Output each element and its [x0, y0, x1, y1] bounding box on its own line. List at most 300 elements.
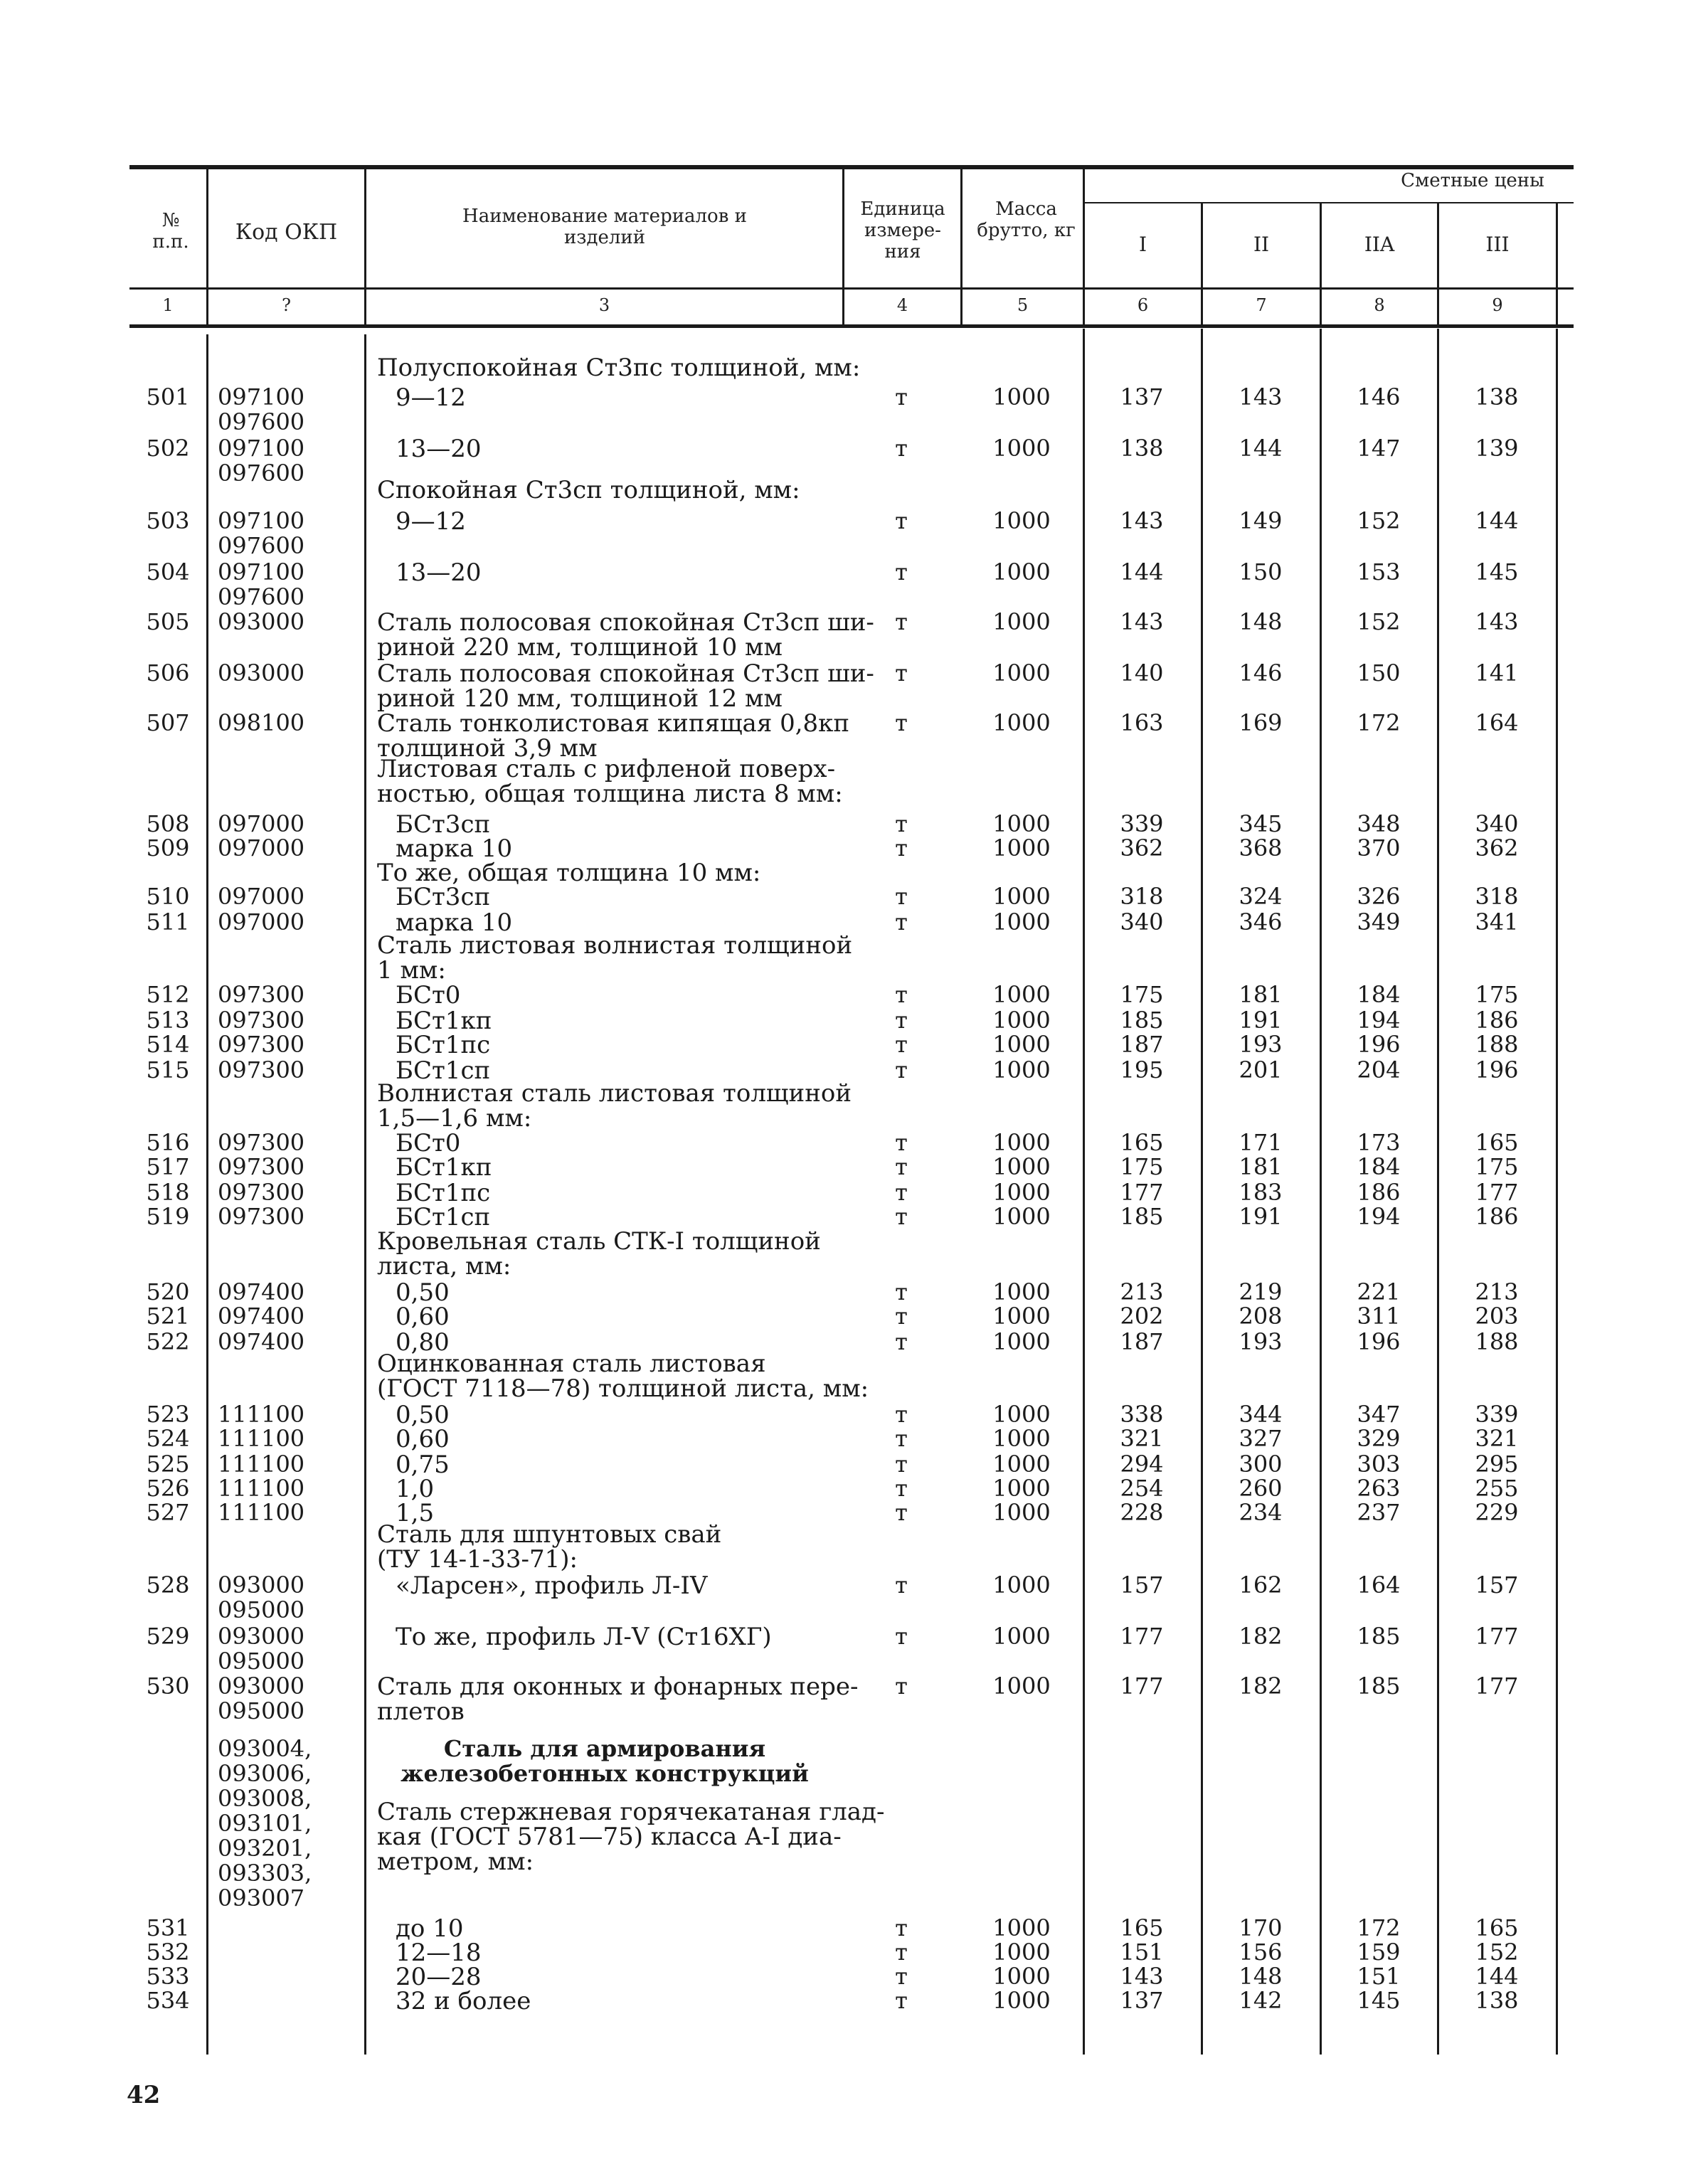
- item-name: 1,0: [396, 1475, 435, 1503]
- price-p4: 138: [1475, 1987, 1519, 2014]
- unit: т: [895, 981, 908, 1008]
- okp-code: 093006,: [218, 1760, 312, 1787]
- mass: 1000: [992, 981, 1051, 1008]
- mass: 1000: [992, 1987, 1051, 2014]
- price-p1: 187: [1120, 1328, 1164, 1355]
- item-name: 0,50: [396, 1278, 450, 1307]
- row-number: 534: [146, 1987, 190, 2014]
- price-p1: 202: [1120, 1303, 1164, 1330]
- unit: т: [895, 709, 908, 736]
- price-p3: 186: [1357, 1179, 1401, 1206]
- price-p3: 194: [1357, 1203, 1401, 1230]
- unit: т: [895, 1939, 908, 1966]
- price-p2: 148: [1239, 1963, 1283, 1990]
- numbering-cell: 4: [896, 295, 908, 315]
- group-heading: метром, мм:: [377, 1848, 534, 1876]
- price-p1: 143: [1120, 1963, 1164, 1990]
- mass: 1000: [992, 1939, 1051, 1966]
- price-p4: 186: [1475, 1203, 1519, 1230]
- price-p3: 159: [1357, 1939, 1401, 1966]
- item-name: до 10: [396, 1914, 464, 1943]
- header-name: Наименование материалов и изделий: [462, 206, 747, 248]
- item-name: БСт0: [396, 1129, 461, 1157]
- price-p4: 255: [1475, 1475, 1519, 1502]
- price-p2: 143: [1239, 383, 1283, 410]
- price-p3: 347: [1357, 1401, 1401, 1428]
- okp-code: 111100: [218, 1499, 305, 1526]
- numbering-cell: 5: [1017, 295, 1029, 315]
- mass: 1000: [992, 709, 1051, 736]
- okp-code: 097100: [218, 435, 305, 462]
- item-name: 32 и более: [396, 1987, 531, 2015]
- okp-code: 097600: [218, 532, 305, 559]
- price-p3: 185: [1357, 1623, 1401, 1650]
- body-divider: [1201, 329, 1203, 2055]
- price-p2: 182: [1239, 1623, 1283, 1650]
- group-heading: Полуспокойная Ст3пс толщиной, мм:: [377, 354, 861, 382]
- item-name: БСт3сп: [396, 883, 491, 911]
- group-heading: 1 мм:: [377, 956, 446, 985]
- price-p2: 183: [1239, 1179, 1283, 1206]
- mass: 1000: [992, 1914, 1051, 1941]
- mass: 1000: [992, 1129, 1051, 1156]
- price-p4: 188: [1475, 1031, 1519, 1058]
- okp-code: 095000: [218, 1648, 305, 1675]
- unit: т: [895, 810, 908, 837]
- okp-code: 097600: [218, 408, 305, 435]
- price-p4: 141: [1475, 659, 1519, 687]
- row-number: 508: [146, 810, 190, 837]
- price-p1: 157: [1120, 1571, 1164, 1599]
- price-p2: 327: [1239, 1425, 1283, 1452]
- price-p2: 324: [1239, 883, 1283, 910]
- row-number: 509: [146, 834, 190, 862]
- price-p3: 204: [1357, 1056, 1401, 1083]
- okp-code: 097000: [218, 908, 305, 935]
- price-p1: 144: [1120, 558, 1164, 585]
- row-number: 512: [146, 981, 190, 1008]
- mass: 1000: [992, 1401, 1051, 1428]
- price-p2: 300: [1239, 1451, 1283, 1478]
- okp-code: 093004,: [218, 1735, 312, 1762]
- price-p1: 185: [1120, 1203, 1164, 1230]
- price-p2: 208: [1239, 1303, 1283, 1330]
- price-p1: 340: [1120, 908, 1164, 935]
- item-name: 0,50: [396, 1401, 450, 1429]
- unit: т: [895, 1451, 908, 1478]
- price-p3: 370: [1357, 834, 1401, 862]
- section-heading: железобетонных конструкций: [401, 1760, 809, 1787]
- price-p4: 177: [1475, 1179, 1519, 1206]
- item-name: «Ларсен», профиль Л-IV: [396, 1571, 708, 1600]
- item-name: 0,60: [396, 1425, 450, 1453]
- item-name: То же, профиль Л-V (Ст16ХГ): [396, 1623, 772, 1651]
- item-name: БСт1сп: [396, 1056, 491, 1085]
- price-p1: 175: [1120, 1153, 1164, 1180]
- unit: т: [895, 1179, 908, 1206]
- price-p3: 237: [1357, 1499, 1401, 1526]
- price-p3: 172: [1357, 709, 1401, 736]
- unit: т: [895, 1129, 908, 1156]
- okp-code: 097000: [218, 883, 305, 910]
- price-p2: 345: [1239, 810, 1283, 837]
- price-p3: 152: [1357, 608, 1401, 635]
- okp-code: 097600: [218, 460, 305, 487]
- price-p4: 340: [1475, 810, 1519, 837]
- item-name: 12—18: [396, 1939, 482, 1967]
- price-p2: 169: [1239, 709, 1283, 736]
- unit: т: [895, 1056, 908, 1083]
- group-heading: (ГОСТ 7118—78) толщиной листа, мм:: [377, 1374, 869, 1403]
- unit: т: [895, 435, 908, 462]
- item-name: 13—20: [396, 558, 482, 587]
- item-name: 9—12: [396, 383, 466, 412]
- okp-code: 097400: [218, 1303, 305, 1330]
- price-p1: 254: [1120, 1475, 1164, 1502]
- price-p4: 144: [1475, 507, 1519, 534]
- body-divider: [1437, 329, 1439, 2055]
- price-p2: 344: [1239, 1401, 1283, 1428]
- okp-code: 111100: [218, 1425, 305, 1452]
- group-heading: Спокойная Ст3сп толщиной, мм:: [377, 476, 800, 504]
- okp-code: 093000: [218, 1623, 305, 1650]
- okp-code: 097300: [218, 1129, 305, 1156]
- header-num: № п.п.: [152, 210, 189, 253]
- okp-code: 111100: [218, 1451, 305, 1478]
- group-heading: Оцинкованная сталь листовая: [377, 1350, 766, 1378]
- row-number: 520: [146, 1278, 190, 1305]
- price-p2: 260: [1239, 1475, 1283, 1502]
- price-p4: 165: [1475, 1914, 1519, 1941]
- mass: 1000: [992, 1963, 1051, 1990]
- price-p2: 219: [1239, 1278, 1283, 1305]
- header-zone-II: II: [1253, 233, 1270, 256]
- mass: 1000: [992, 1451, 1051, 1478]
- okp-code: 095000: [218, 1596, 305, 1623]
- okp-code: 095000: [218, 1697, 305, 1724]
- okp-code: 097300: [218, 981, 305, 1008]
- header-mass: Масса брутто, кг: [977, 198, 1076, 241]
- row-number: 529: [146, 1623, 190, 1650]
- body-divider: [206, 334, 208, 2055]
- group-heading: Сталь для шпунтовых свай: [377, 1520, 722, 1549]
- mass: 1000: [992, 1328, 1051, 1355]
- row-number: 516: [146, 1129, 190, 1156]
- unit: т: [895, 1571, 908, 1599]
- price-p1: 143: [1120, 608, 1164, 635]
- price-p2: 201: [1239, 1056, 1283, 1083]
- row-number: 531: [146, 1914, 190, 1941]
- header-divider: [1556, 203, 1558, 326]
- mass: 1000: [992, 1475, 1051, 1502]
- row-number: 523: [146, 1401, 190, 1428]
- price-p3: 172: [1357, 1914, 1401, 1941]
- price-p3: 263: [1357, 1475, 1401, 1502]
- price-p1: 338: [1120, 1401, 1164, 1428]
- price-p3: 185: [1357, 1673, 1401, 1700]
- price-p3: 173: [1357, 1129, 1401, 1156]
- price-p3: 145: [1357, 1987, 1401, 2014]
- body-divider: [1083, 329, 1085, 2055]
- okp-code: 111100: [218, 1401, 305, 1428]
- row-number: 522: [146, 1328, 190, 1355]
- item-name: БСт3сп: [396, 810, 491, 839]
- price-p2: 149: [1239, 507, 1283, 534]
- mass: 1000: [992, 810, 1051, 837]
- unit: т: [895, 908, 908, 935]
- price-p4: 143: [1475, 608, 1519, 635]
- price-p3: 184: [1357, 981, 1401, 1008]
- mass: 1000: [992, 507, 1051, 534]
- numbering-cell: 7: [1256, 295, 1267, 315]
- mass: 1000: [992, 1303, 1051, 1330]
- price-p3: 153: [1357, 558, 1401, 585]
- row-number: 513: [146, 1007, 190, 1034]
- body-divider: [1556, 329, 1558, 2055]
- price-p3: 196: [1357, 1031, 1401, 1058]
- item-name: толщиной 3,9 мм: [377, 734, 598, 763]
- numbering-cell: ?: [282, 295, 291, 315]
- price-p3: 326: [1357, 883, 1401, 910]
- price-p3: 196: [1357, 1328, 1401, 1355]
- mass: 1000: [992, 1153, 1051, 1180]
- group-heading: То же, общая толщина 10 мм:: [377, 859, 761, 887]
- group-heading: Сталь стержневая горячекатаная глад-: [377, 1798, 885, 1826]
- item-name: БСт1пс: [396, 1031, 491, 1059]
- okp-code: 098100: [218, 709, 305, 736]
- page-number: 42: [127, 2081, 161, 2109]
- mass: 1000: [992, 908, 1051, 935]
- header-top-rule: [129, 165, 1574, 169]
- body-divider: [1320, 329, 1322, 2055]
- item-name: БСт1сп: [396, 1203, 491, 1231]
- header-numbering-top-rule: [129, 287, 1574, 290]
- okp-code: 093000: [218, 1673, 305, 1700]
- row-number: 532: [146, 1939, 190, 1966]
- price-p4: 152: [1475, 1939, 1519, 1966]
- item-name: 1,5: [396, 1499, 435, 1527]
- unit: т: [895, 1425, 908, 1452]
- okp-code: 093201,: [218, 1835, 312, 1862]
- mass: 1000: [992, 1571, 1051, 1599]
- mass: 1000: [992, 1007, 1051, 1034]
- price-p4: 175: [1475, 981, 1519, 1008]
- mass: 1000: [992, 608, 1051, 635]
- item-name: Сталь полосовая спокойная Ст3сп ши-: [377, 608, 874, 637]
- price-p2: 162: [1239, 1571, 1283, 1599]
- numbering-cell: 6: [1137, 295, 1149, 315]
- price-p3: 164: [1357, 1571, 1401, 1599]
- price-p4: 138: [1475, 383, 1519, 410]
- okp-code: 097300: [218, 1031, 305, 1058]
- okp-code: 093000: [218, 659, 305, 687]
- price-p2: 346: [1239, 908, 1283, 935]
- row-number: 514: [146, 1031, 190, 1058]
- mass: 1000: [992, 834, 1051, 862]
- row-number: 527: [146, 1499, 190, 1526]
- unit: т: [895, 1914, 908, 1941]
- unit: т: [895, 1303, 908, 1330]
- mass: 1000: [992, 883, 1051, 910]
- okp-code: 097400: [218, 1278, 305, 1305]
- price-p3: 184: [1357, 1153, 1401, 1180]
- price-p4: 295: [1475, 1451, 1519, 1478]
- row-number: 530: [146, 1673, 190, 1700]
- unit: т: [895, 1623, 908, 1650]
- row-number: 524: [146, 1425, 190, 1452]
- price-p1: 165: [1120, 1129, 1164, 1156]
- price-p1: 177: [1120, 1179, 1164, 1206]
- price-p3: 311: [1357, 1303, 1401, 1330]
- okp-code: 097100: [218, 383, 305, 410]
- group-heading: листа, мм:: [377, 1252, 511, 1281]
- row-number: 506: [146, 659, 190, 687]
- price-p3: 152: [1357, 507, 1401, 534]
- price-p4: 177: [1475, 1623, 1519, 1650]
- price-p3: 303: [1357, 1451, 1401, 1478]
- okp-code: 097000: [218, 834, 305, 862]
- unit: т: [895, 834, 908, 862]
- price-p2: 193: [1239, 1328, 1283, 1355]
- mass: 1000: [992, 1056, 1051, 1083]
- price-p2: 144: [1239, 435, 1283, 462]
- price-p4: 144: [1475, 1963, 1519, 1990]
- mass: 1000: [992, 1278, 1051, 1305]
- price-p4: 339: [1475, 1401, 1519, 1428]
- row-number: 519: [146, 1203, 190, 1230]
- row-number: 526: [146, 1475, 190, 1502]
- header-unit: Единица измере- ния: [860, 198, 945, 263]
- price-p4: 145: [1475, 558, 1519, 585]
- group-heading: кая (ГОСТ 5781—75) класса A-I диа-: [377, 1823, 842, 1851]
- price-p1: 339: [1120, 810, 1164, 837]
- price-p4: 186: [1475, 1007, 1519, 1034]
- price-p1: 138: [1120, 435, 1164, 462]
- okp-code: 093101,: [218, 1810, 312, 1837]
- price-p4: 229: [1475, 1499, 1519, 1526]
- group-heading: Волнистая сталь листовая толщиной: [377, 1079, 852, 1108]
- price-p2: 182: [1239, 1673, 1283, 1700]
- price-p1: 175: [1120, 981, 1164, 1008]
- row-number: 515: [146, 1056, 190, 1083]
- price-p4: 321: [1475, 1425, 1519, 1452]
- unit: т: [895, 558, 908, 585]
- price-p2: 181: [1239, 1153, 1283, 1180]
- item-name: 9—12: [396, 507, 466, 536]
- okp-code: 097300: [218, 1056, 305, 1083]
- okp-code: 097100: [218, 507, 305, 534]
- price-p3: 146: [1357, 383, 1401, 410]
- price-p4: 362: [1475, 834, 1519, 862]
- price-p1: 321: [1120, 1425, 1164, 1452]
- price-p1: 185: [1120, 1007, 1164, 1034]
- item-name: риной 220 мм, толщиной 10 мм: [377, 633, 783, 662]
- okp-code: 097300: [218, 1203, 305, 1230]
- price-p4: 341: [1475, 908, 1519, 935]
- price-p2: 156: [1239, 1939, 1283, 1966]
- price-p1: 213: [1120, 1278, 1164, 1305]
- item-name: Сталь полосовая спокойная Ст3сп ши-: [377, 659, 874, 688]
- okp-code: 097000: [218, 810, 305, 837]
- okp-code: 093000: [218, 608, 305, 635]
- row-number: 518: [146, 1179, 190, 1206]
- header-zone-IIA: IIA: [1364, 233, 1395, 256]
- unit: т: [895, 1963, 908, 1990]
- price-p1: 140: [1120, 659, 1164, 687]
- item-name: БСт1пс: [396, 1179, 491, 1207]
- item-name: БСт0: [396, 981, 461, 1009]
- price-p2: 191: [1239, 1007, 1283, 1034]
- price-p2: 193: [1239, 1031, 1283, 1058]
- price-p3: 151: [1357, 1963, 1401, 1990]
- row-number: 505: [146, 608, 190, 635]
- okp-code: 097300: [218, 1153, 305, 1180]
- price-p4: 177: [1475, 1673, 1519, 1700]
- unit: т: [895, 608, 908, 635]
- unit: т: [895, 1153, 908, 1180]
- row-number: 521: [146, 1303, 190, 1330]
- row-number: 502: [146, 435, 190, 462]
- mass: 1000: [992, 558, 1051, 585]
- price-p1: 228: [1120, 1499, 1164, 1526]
- price-p1: 137: [1120, 1987, 1164, 2014]
- unit: т: [895, 1278, 908, 1305]
- okp-code: 097400: [218, 1328, 305, 1355]
- unit: т: [895, 507, 908, 534]
- mass: 1000: [992, 1425, 1051, 1452]
- unit: т: [895, 1475, 908, 1502]
- unit: т: [895, 1499, 908, 1526]
- unit: т: [895, 1203, 908, 1230]
- group-heading: ностью, общая толщина листа 8 мм:: [377, 780, 843, 808]
- price-p1: 151: [1120, 1939, 1164, 1966]
- item-name: 0,80: [396, 1328, 450, 1357]
- mass: 1000: [992, 383, 1051, 410]
- prices-subheader-rule: [1083, 202, 1574, 203]
- item-name: БСт1кп: [396, 1007, 492, 1035]
- mass: 1000: [992, 1623, 1051, 1650]
- okp-code: 097300: [218, 1179, 305, 1206]
- item-name: БСт1кп: [396, 1153, 492, 1182]
- header-zone-III: III: [1485, 233, 1510, 256]
- price-p3: 329: [1357, 1425, 1401, 1452]
- group-heading: Листовая сталь с рифленой поверх-: [377, 755, 836, 783]
- price-p3: 349: [1357, 908, 1401, 935]
- header-zone-I: I: [1138, 233, 1147, 256]
- unit: т: [895, 1007, 908, 1034]
- row-number: 507: [146, 709, 190, 736]
- item-name: риной 120 мм, толщиной 12 мм: [377, 684, 783, 713]
- price-p4: 165: [1475, 1129, 1519, 1156]
- row-number: 517: [146, 1153, 190, 1180]
- unit: т: [895, 1673, 908, 1700]
- unit: т: [895, 1401, 908, 1428]
- price-p2: 234: [1239, 1499, 1283, 1526]
- numbering-cell: 8: [1374, 295, 1385, 315]
- header-bottom-rule: [129, 324, 1574, 328]
- mass: 1000: [992, 1031, 1051, 1058]
- section-heading: Сталь для армирования: [443, 1735, 766, 1762]
- price-p1: 137: [1120, 383, 1164, 410]
- mass: 1000: [992, 659, 1051, 687]
- price-p3: 221: [1357, 1278, 1401, 1305]
- price-p4: 139: [1475, 435, 1519, 462]
- row-number: 510: [146, 883, 190, 910]
- row-number: 504: [146, 558, 190, 585]
- price-p1: 318: [1120, 883, 1164, 910]
- price-p3: 194: [1357, 1007, 1401, 1034]
- numbering-cell: 1: [162, 295, 174, 315]
